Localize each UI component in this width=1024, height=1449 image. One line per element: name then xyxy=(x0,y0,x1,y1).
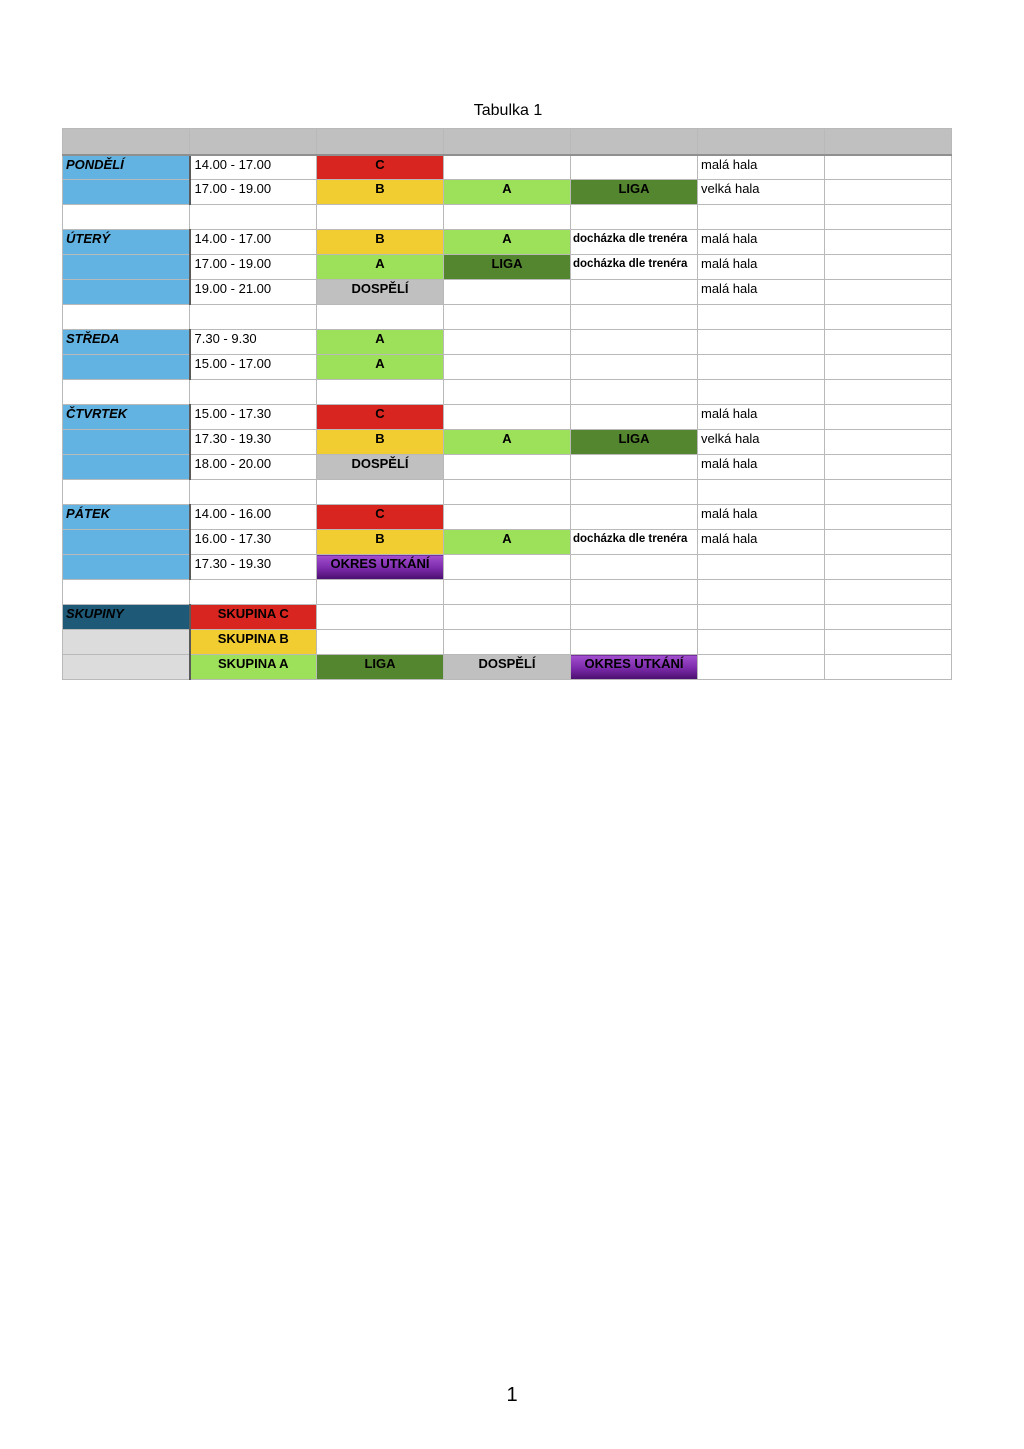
empty-cell xyxy=(825,630,952,655)
empty-cell xyxy=(825,405,952,430)
table-row xyxy=(63,330,952,355)
empty-cell xyxy=(571,580,698,605)
group-badge: LIGA xyxy=(571,430,698,455)
empty-cell xyxy=(571,280,698,305)
empty-cell xyxy=(63,205,190,230)
empty-cell xyxy=(317,480,444,505)
day-label: PONDĚLÍ xyxy=(63,155,190,180)
group-badge: B xyxy=(317,180,444,205)
empty-cell xyxy=(317,380,444,405)
hall-cell: malá hala xyxy=(698,280,825,305)
group-badge: A xyxy=(444,230,571,255)
header-row xyxy=(63,129,952,155)
empty-cell xyxy=(825,380,952,405)
time-cell: 17.00 - 19.00 xyxy=(190,180,317,205)
empty-cell xyxy=(825,330,952,355)
legend-label: SKUPINY xyxy=(63,605,190,630)
group-badge: A xyxy=(444,530,571,555)
table-row xyxy=(63,155,952,180)
legend-row xyxy=(63,605,952,630)
header-cell xyxy=(571,129,698,155)
table-row xyxy=(63,455,952,480)
empty-cell xyxy=(825,255,952,280)
empty-cell xyxy=(444,355,571,380)
empty-cell xyxy=(444,280,571,305)
day-label: STŘEDA xyxy=(63,330,190,355)
empty-cell xyxy=(698,655,825,680)
empty-cell xyxy=(444,330,571,355)
empty-cell xyxy=(825,480,952,505)
empty-cell xyxy=(825,205,952,230)
empty-cell xyxy=(825,580,952,605)
empty-cell xyxy=(698,630,825,655)
legend-skupina-b: SKUPINA B xyxy=(190,630,317,655)
empty-cell xyxy=(444,605,571,630)
group-badge: B xyxy=(317,530,444,555)
empty-cell xyxy=(698,580,825,605)
day-label xyxy=(63,530,190,555)
empty-cell xyxy=(698,355,825,380)
empty-cell xyxy=(825,180,952,205)
legend-row xyxy=(63,655,952,680)
empty-cell xyxy=(571,455,698,480)
spacer-row xyxy=(63,305,952,330)
empty-cell xyxy=(444,380,571,405)
empty-cell xyxy=(444,405,571,430)
spacer-row xyxy=(63,580,952,605)
table-row xyxy=(63,255,952,280)
day-label xyxy=(63,430,190,455)
empty-cell xyxy=(825,430,952,455)
table-row xyxy=(63,505,952,530)
empty-cell xyxy=(825,605,952,630)
group-badge: DOSPĚLÍ xyxy=(317,280,444,305)
empty-cell xyxy=(63,580,190,605)
group-badge: A xyxy=(444,180,571,205)
empty-cell xyxy=(825,155,952,180)
empty-cell xyxy=(698,480,825,505)
header-cell xyxy=(190,129,317,155)
table-row xyxy=(63,230,952,255)
table-row xyxy=(63,555,952,580)
empty-cell xyxy=(698,380,825,405)
header-cell xyxy=(444,129,571,155)
group-badge: A xyxy=(317,330,444,355)
empty-cell xyxy=(571,355,698,380)
empty-cell xyxy=(825,455,952,480)
empty-cell xyxy=(444,455,571,480)
legend-label-empty xyxy=(63,630,190,655)
time-cell: 15.00 - 17.00 xyxy=(190,355,317,380)
spacer-row xyxy=(63,380,952,405)
time-cell: 19.00 - 21.00 xyxy=(190,280,317,305)
empty-cell xyxy=(698,305,825,330)
table-row xyxy=(63,355,952,380)
spacer-row xyxy=(63,480,952,505)
day-label xyxy=(63,355,190,380)
empty-cell xyxy=(63,380,190,405)
empty-cell xyxy=(571,405,698,430)
empty-cell xyxy=(698,555,825,580)
empty-cell xyxy=(571,380,698,405)
legend-label-empty xyxy=(63,655,190,680)
group-badge: A xyxy=(444,430,571,455)
day-label xyxy=(63,455,190,480)
day-label xyxy=(63,280,190,305)
empty-cell xyxy=(444,505,571,530)
hall-cell: velká hala xyxy=(698,430,825,455)
empty-cell xyxy=(317,630,444,655)
legend-dospeli: DOSPĚLÍ xyxy=(444,655,571,680)
day-label: ÚTERÝ xyxy=(63,230,190,255)
page-number: 1 xyxy=(506,1384,518,1406)
empty-cell xyxy=(190,380,317,405)
empty-cell xyxy=(825,355,952,380)
header-cell xyxy=(698,129,825,155)
empty-cell xyxy=(571,305,698,330)
legend-skupina-a: SKUPINA A xyxy=(190,655,317,680)
empty-cell xyxy=(190,480,317,505)
time-cell: 7.30 - 9.30 xyxy=(190,330,317,355)
day-label: PÁTEK xyxy=(63,505,190,530)
empty-cell xyxy=(571,630,698,655)
empty-cell xyxy=(571,605,698,630)
empty-cell xyxy=(571,505,698,530)
group-badge: A xyxy=(317,355,444,380)
time-cell: 14.00 - 16.00 xyxy=(190,505,317,530)
legend-liga: LIGA xyxy=(317,655,444,680)
empty-cell xyxy=(317,580,444,605)
group-badge: LIGA xyxy=(444,255,571,280)
hall-cell: malá hala xyxy=(698,405,825,430)
time-cell: 18.00 - 20.00 xyxy=(190,455,317,480)
time-cell: 14.00 - 17.00 xyxy=(190,230,317,255)
group-badge: A xyxy=(317,255,444,280)
empty-cell xyxy=(444,555,571,580)
empty-cell xyxy=(317,205,444,230)
legend-skupina-c: SKUPINA C xyxy=(190,605,317,630)
group-badge: DOSPĚLÍ xyxy=(317,455,444,480)
empty-cell xyxy=(444,580,571,605)
hall-cell: malá hala xyxy=(698,255,825,280)
table-row xyxy=(63,530,952,555)
hall-cell: malá hala xyxy=(698,230,825,255)
header-cell xyxy=(825,129,952,155)
table-row xyxy=(63,405,952,430)
day-label xyxy=(63,555,190,580)
empty-cell xyxy=(825,230,952,255)
day-label xyxy=(63,180,190,205)
day-label: ČTVRTEK xyxy=(63,405,190,430)
empty-cell xyxy=(444,630,571,655)
empty-cell xyxy=(444,480,571,505)
empty-cell xyxy=(698,205,825,230)
table-row xyxy=(63,430,952,455)
schedule-table xyxy=(62,128,952,680)
empty-cell xyxy=(825,655,952,680)
empty-cell xyxy=(825,555,952,580)
empty-cell xyxy=(444,205,571,230)
group-badge: C xyxy=(317,505,444,530)
legend-row xyxy=(63,630,952,655)
empty-cell xyxy=(825,505,952,530)
group-badge: B xyxy=(317,430,444,455)
hall-cell: malá hala xyxy=(698,155,825,180)
time-cell: 17.30 - 19.30 xyxy=(190,555,317,580)
empty-cell xyxy=(571,205,698,230)
empty-cell xyxy=(698,330,825,355)
group-badge: LIGA xyxy=(571,180,698,205)
empty-cell xyxy=(190,205,317,230)
hall-cell: malá hala xyxy=(698,455,825,480)
header-cell xyxy=(63,129,190,155)
attendance-note: docházka dle trenéra xyxy=(571,255,698,280)
empty-cell xyxy=(571,155,698,180)
empty-cell xyxy=(190,580,317,605)
hall-cell: malá hala xyxy=(698,530,825,555)
attendance-note: docházka dle trenéra xyxy=(571,530,698,555)
day-label xyxy=(63,255,190,280)
time-cell: 15.00 - 17.30 xyxy=(190,405,317,430)
empty-cell xyxy=(190,305,317,330)
empty-cell xyxy=(317,605,444,630)
empty-cell xyxy=(63,305,190,330)
header-cell xyxy=(317,129,444,155)
empty-cell xyxy=(825,305,952,330)
table-row xyxy=(63,180,952,205)
hall-cell: malá hala xyxy=(698,505,825,530)
empty-cell xyxy=(825,530,952,555)
time-cell: 17.30 - 19.30 xyxy=(190,430,317,455)
empty-cell xyxy=(317,305,444,330)
empty-cell xyxy=(571,330,698,355)
time-cell: 17.00 - 19.00 xyxy=(190,255,317,280)
hall-cell: velká hala xyxy=(698,180,825,205)
group-badge: C xyxy=(317,405,444,430)
empty-cell xyxy=(444,305,571,330)
table-title: Tabulka 1 xyxy=(473,102,543,119)
group-badge: C xyxy=(317,155,444,180)
group-badge: B xyxy=(317,230,444,255)
empty-cell xyxy=(571,480,698,505)
legend-okres: OKRES UTKÁNÍ xyxy=(571,655,698,680)
time-cell: 14.00 - 17.00 xyxy=(190,155,317,180)
empty-cell xyxy=(698,605,825,630)
table-row xyxy=(63,280,952,305)
group-badge: OKRES UTKÁNÍ xyxy=(317,555,444,580)
empty-cell xyxy=(63,480,190,505)
empty-cell xyxy=(571,555,698,580)
attendance-note: docházka dle trenéra xyxy=(571,230,698,255)
empty-cell xyxy=(444,155,571,180)
time-cell: 16.00 - 17.30 xyxy=(190,530,317,555)
empty-cell xyxy=(825,280,952,305)
spacer-row xyxy=(63,205,952,230)
